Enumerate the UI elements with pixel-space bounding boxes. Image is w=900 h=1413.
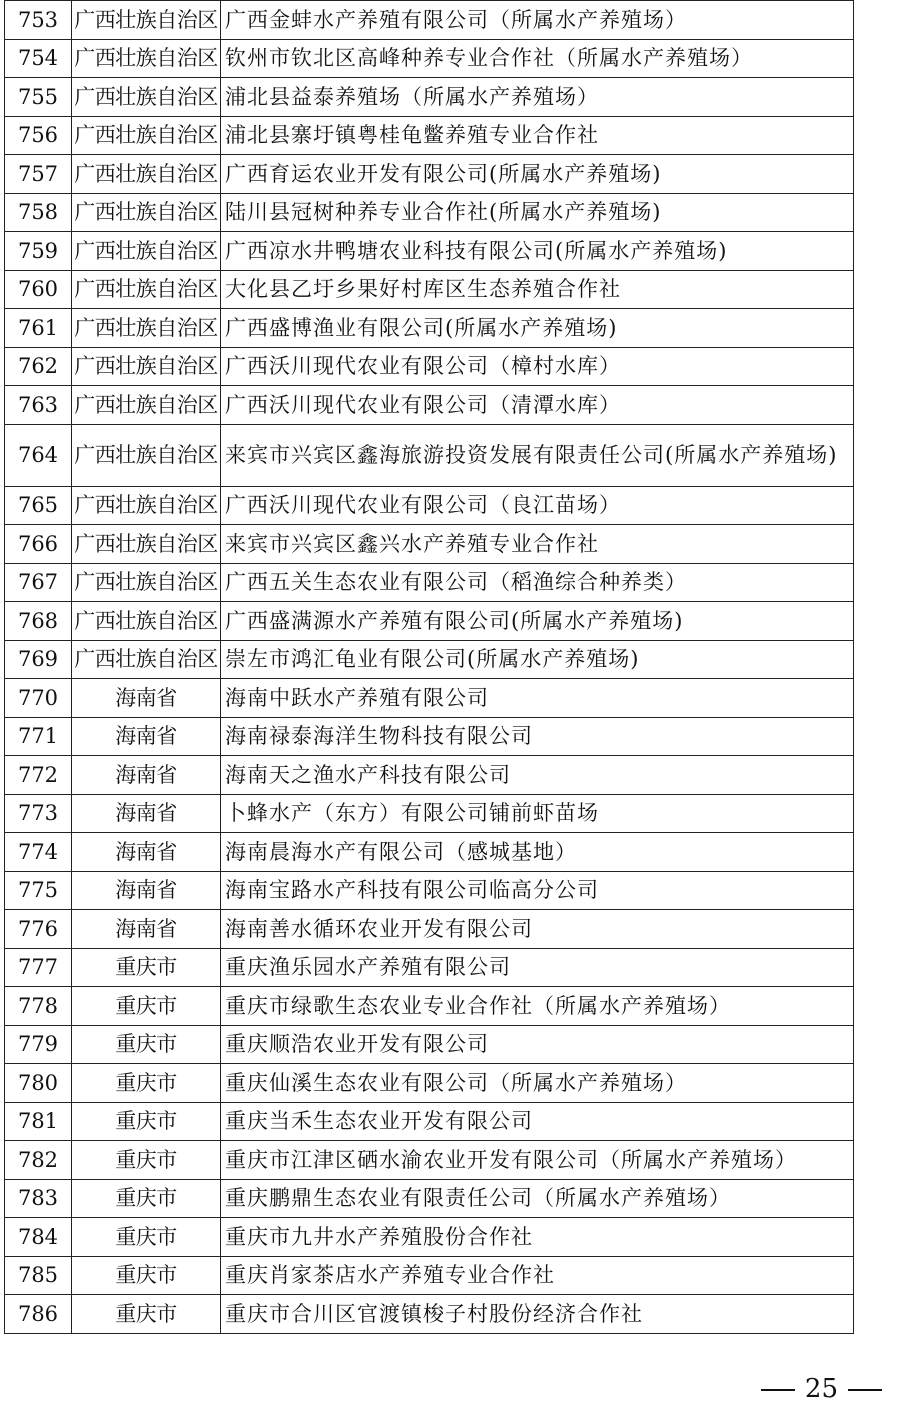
row-number-cell: 774 — [5, 833, 72, 872]
page-number-right-dash — [848, 1389, 882, 1391]
row-name-cell: 陆川县冠树种养专业合作社(所属水产养殖场) — [221, 193, 854, 232]
row-region-cell: 广西壮族自治区 — [72, 155, 221, 194]
table-row — [5, 525, 854, 564]
table-row — [5, 424, 854, 486]
row-name-cell: 海南晨海水产有限公司（感城基地） — [221, 833, 854, 872]
table-row — [5, 1141, 854, 1180]
row-number-cell: 771 — [5, 717, 72, 756]
row-name-cell: 广西沃川现代农业有限公司（樟村水库） — [221, 347, 854, 386]
row-name-cell: 来宾市兴宾区鑫兴水产养殖专业合作社 — [221, 525, 854, 564]
roster-table-body — [5, 1, 854, 1334]
row-name-cell: 海南禄泰海洋生物科技有限公司 — [221, 717, 854, 756]
table-row — [5, 1025, 854, 1064]
row-name-cell: 广西盛满源水产养殖有限公司(所属水产养殖场) — [221, 602, 854, 641]
row-number-cell: 766 — [5, 525, 72, 564]
page-number-left-dash — [761, 1389, 795, 1391]
row-number-cell: 783 — [5, 1179, 72, 1218]
row-number-cell: 772 — [5, 756, 72, 795]
table-row — [5, 987, 854, 1026]
table-row — [5, 116, 854, 155]
row-name-cell: 浦北县寨圩镇粤桂龟鳖养殖专业合作社 — [221, 116, 854, 155]
row-number-cell: 768 — [5, 602, 72, 641]
row-name-cell: 广西金蚌水产养殖有限公司（所属水产养殖场） — [221, 1, 854, 40]
row-number-cell: 755 — [5, 78, 72, 117]
table-row — [5, 193, 854, 232]
table-row — [5, 756, 854, 795]
table-row — [5, 232, 854, 271]
row-name-cell: 海南天之渔水产科技有限公司 — [221, 756, 854, 795]
row-number-cell: 763 — [5, 386, 72, 425]
row-region-cell: 广西壮族自治区 — [72, 424, 221, 486]
row-number-cell: 786 — [5, 1295, 72, 1334]
row-region-cell: 广西壮族自治区 — [72, 39, 221, 78]
table-row — [5, 640, 854, 679]
table-row — [5, 1256, 854, 1295]
row-region-cell: 广西壮族自治区 — [72, 486, 221, 525]
row-number-cell: 778 — [5, 987, 72, 1026]
row-name-cell: 钦州市钦北区高峰种养专业合作社（所属水产养殖场） — [221, 39, 854, 78]
row-number-cell: 779 — [5, 1025, 72, 1064]
row-region-cell: 重庆市 — [72, 1025, 221, 1064]
table-row — [5, 486, 854, 525]
row-name-cell: 海南善水循环农业开发有限公司 — [221, 910, 854, 949]
row-name-cell: 广西五关生态农业有限公司（稻渔综合种养类） — [221, 563, 854, 602]
row-region-cell: 广西壮族自治区 — [72, 640, 221, 679]
row-name-cell: 重庆肖家茶店水产养殖专业合作社 — [221, 1256, 854, 1295]
table-row — [5, 563, 854, 602]
row-region-cell: 重庆市 — [72, 1179, 221, 1218]
table-row — [5, 948, 854, 987]
row-region-cell: 重庆市 — [72, 1256, 221, 1295]
row-region-cell: 广西壮族自治区 — [72, 232, 221, 271]
row-name-cell: 重庆市江津区硒水渝农业开发有限公司（所属水产养殖场） — [221, 1141, 854, 1180]
row-name-cell: 广西盛博渔业有限公司(所属水产养殖场) — [221, 309, 854, 348]
table-row — [5, 717, 854, 756]
table-row — [5, 871, 854, 910]
row-number-cell: 757 — [5, 155, 72, 194]
row-region-cell: 重庆市 — [72, 1218, 221, 1257]
row-number-cell: 759 — [5, 232, 72, 271]
table-row — [5, 1218, 854, 1257]
table-row — [5, 602, 854, 641]
row-name-cell: 重庆当禾生态农业开发有限公司 — [221, 1102, 854, 1141]
table-row — [5, 1064, 854, 1103]
table-row — [5, 1295, 854, 1334]
row-region-cell: 广西壮族自治区 — [72, 386, 221, 425]
row-name-cell: 重庆市合川区官渡镇梭子村股份经济合作社 — [221, 1295, 854, 1334]
table-row — [5, 78, 854, 117]
row-region-cell: 广西壮族自治区 — [72, 347, 221, 386]
table-row — [5, 270, 854, 309]
row-number-cell: 781 — [5, 1102, 72, 1141]
row-number-cell: 776 — [5, 910, 72, 949]
row-region-cell: 广西壮族自治区 — [72, 193, 221, 232]
row-number-cell: 767 — [5, 563, 72, 602]
row-name-cell: 广西沃川现代农业有限公司（良江苗场） — [221, 486, 854, 525]
row-name-cell: 海南宝路水产科技有限公司临高分公司 — [221, 871, 854, 910]
row-region-cell: 广西壮族自治区 — [72, 1, 221, 40]
row-number-cell: 773 — [5, 794, 72, 833]
row-region-cell: 重庆市 — [72, 987, 221, 1026]
row-name-cell: 重庆顺浩农业开发有限公司 — [221, 1025, 854, 1064]
row-region-cell: 广西壮族自治区 — [72, 602, 221, 641]
row-name-cell: 重庆市九井水产养殖股份合作社 — [221, 1218, 854, 1257]
table-row — [5, 679, 854, 718]
row-number-cell: 784 — [5, 1218, 72, 1257]
row-name-cell: 浦北县益泰养殖场（所属水产养殖场） — [221, 78, 854, 117]
table-row — [5, 347, 854, 386]
row-name-cell: 重庆仙溪生态农业有限公司（所属水产养殖场） — [221, 1064, 854, 1103]
table-row — [5, 833, 854, 872]
row-number-cell: 785 — [5, 1256, 72, 1295]
row-region-cell: 重庆市 — [72, 1102, 221, 1141]
row-number-cell: 760 — [5, 270, 72, 309]
table-row — [5, 1179, 854, 1218]
row-name-cell: 重庆渔乐园水产养殖有限公司 — [221, 948, 854, 987]
row-number-cell: 782 — [5, 1141, 72, 1180]
row-region-cell: 广西壮族自治区 — [72, 270, 221, 309]
row-region-cell: 广西壮族自治区 — [72, 525, 221, 564]
row-number-cell: 758 — [5, 193, 72, 232]
row-number-cell: 777 — [5, 948, 72, 987]
row-number-cell: 754 — [5, 39, 72, 78]
row-number-cell: 765 — [5, 486, 72, 525]
table-row — [5, 1, 854, 40]
row-region-cell: 海南省 — [72, 794, 221, 833]
row-region-cell: 重庆市 — [72, 1295, 221, 1334]
row-number-cell: 775 — [5, 871, 72, 910]
row-name-cell: 大化县乙圩乡果好村库区生态养殖合作社 — [221, 270, 854, 309]
row-region-cell: 海南省 — [72, 756, 221, 795]
row-number-cell: 762 — [5, 347, 72, 386]
row-number-cell: 764 — [5, 424, 72, 486]
row-region-cell: 广西壮族自治区 — [72, 78, 221, 117]
row-name-cell: 卜蜂水产（东方）有限公司铺前虾苗场 — [221, 794, 854, 833]
row-region-cell: 海南省 — [72, 717, 221, 756]
row-region-cell: 海南省 — [72, 679, 221, 718]
table-row — [5, 309, 854, 348]
row-name-cell: 崇左市鸿汇龟业有限公司(所属水产养殖场) — [221, 640, 854, 679]
row-name-cell: 海南中跃水产养殖有限公司 — [221, 679, 854, 718]
table-row — [5, 39, 854, 78]
row-number-cell: 769 — [5, 640, 72, 679]
row-region-cell: 重庆市 — [72, 1141, 221, 1180]
row-number-cell: 761 — [5, 309, 72, 348]
table-row — [5, 794, 854, 833]
row-name-cell: 广西沃川现代农业有限公司（清潭水库） — [221, 386, 854, 425]
roster-table — [4, 0, 854, 1334]
row-number-cell: 780 — [5, 1064, 72, 1103]
row-name-cell: 重庆市绿歌生态农业专业合作社（所属水产养殖场） — [221, 987, 854, 1026]
table-row — [5, 155, 854, 194]
row-name-cell: 广西育运农业开发有限公司(所属水产养殖场) — [221, 155, 854, 194]
row-region-cell: 海南省 — [72, 871, 221, 910]
row-number-cell: 756 — [5, 116, 72, 155]
row-number-cell: 753 — [5, 1, 72, 40]
table-row — [5, 910, 854, 949]
table-row — [5, 386, 854, 425]
row-region-cell: 海南省 — [72, 910, 221, 949]
row-number-cell: 770 — [5, 679, 72, 718]
table-row — [5, 1102, 854, 1141]
page-number-value: 25 — [804, 1374, 838, 1404]
row-region-cell: 重庆市 — [72, 948, 221, 987]
page-number — [751, 1374, 892, 1404]
row-name-cell: 广西凉水井鸭塘农业科技有限公司(所属水产养殖场) — [221, 232, 854, 271]
row-region-cell: 广西壮族自治区 — [72, 563, 221, 602]
row-region-cell: 海南省 — [72, 833, 221, 872]
row-region-cell: 重庆市 — [72, 1064, 221, 1103]
row-region-cell: 广西壮族自治区 — [72, 309, 221, 348]
row-name-cell: 重庆鹏鼎生态农业有限责任公司（所属水产养殖场） — [221, 1179, 854, 1218]
row-name-cell: 来宾市兴宾区鑫海旅游投资发展有限责任公司(所属水产养殖场) — [221, 424, 854, 486]
row-region-cell: 广西壮族自治区 — [72, 116, 221, 155]
